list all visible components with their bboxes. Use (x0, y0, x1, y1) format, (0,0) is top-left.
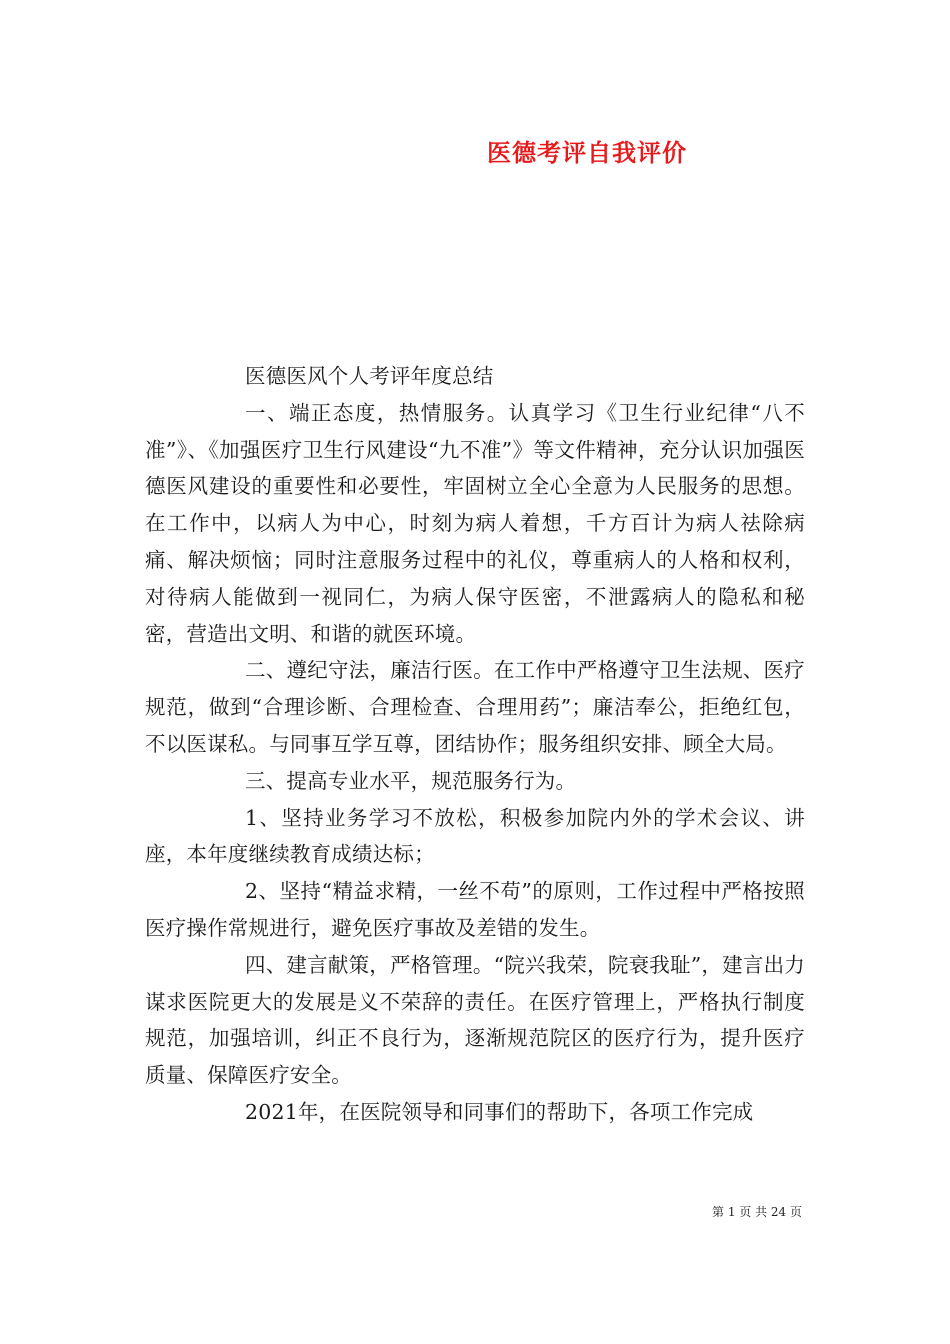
paragraph-study-item: 1、坚持业务学习不放松，积极参加院内外的学术会议、讲座，本年度继续教育成绩达标； (145, 805, 805, 867)
summary-heading: 医德医风个人考评年度总结 (245, 364, 494, 388)
paragraph-year-summary: 2021年，在医院领导和同事们的帮助下，各项工作完成 (245, 1099, 754, 1124)
paragraph-discipline: 二、遵纪守法，廉洁行医。在工作中严格遵守卫生法规、医疗规范，做到“合理诊断、合理检查、合理用药”；廉洁奉公，拒绝红包，不以医谋私。与同事互学互尊，团结协作；服务组织安排、顾全大局。 (145, 658, 805, 756)
document-body (145, 358, 805, 1131)
paragraph-management: 四、建言献策，严格管理。“院兴我荣，院衰我耻”，建言出力谋求医院更大的发展是义不荣辞的责任。在医疗管理上，严格执行制度规范，加强培训，纠正不良行为，逐渐规范院区的医疗行为，提升医疗质量、保障医疗安全。 (145, 952, 805, 1088)
paragraph-attitude: 一、端正态度，热情服务。认真学习《卫生行业纪律“八不准”》、《加强医疗卫生行风建设“九不准”》等文件精神，充分认识加强医德医风建设的重要性和必要性，牢固树立全心全意为人民服务的思想。在工作中，以病人为中心，时刻为病人着想，千方百计为病人祛除病痛、解决烦恼；同时注意服务过程中的礼仪，尊重病人的人格和权利，对待病人能做到一视同仁，为病人保守医密，不泄露病人的隐私和秘密，营造出文明、和谐的就医环境。 (145, 400, 805, 646)
page-number: 第 1 页 共 24 页 (712, 1205, 802, 1219)
document-title: 医德考评自我评价 (487, 138, 687, 167)
paragraph-principle-item: 2、坚持“精益求精，一丝不苟”的原则，工作过程中严格按照医疗操作常规进行，避免医疗事故及差错的发生。 (145, 879, 805, 940)
paragraph-professional-heading: 三、提高专业水平，规范服务行为。 (245, 768, 577, 793)
